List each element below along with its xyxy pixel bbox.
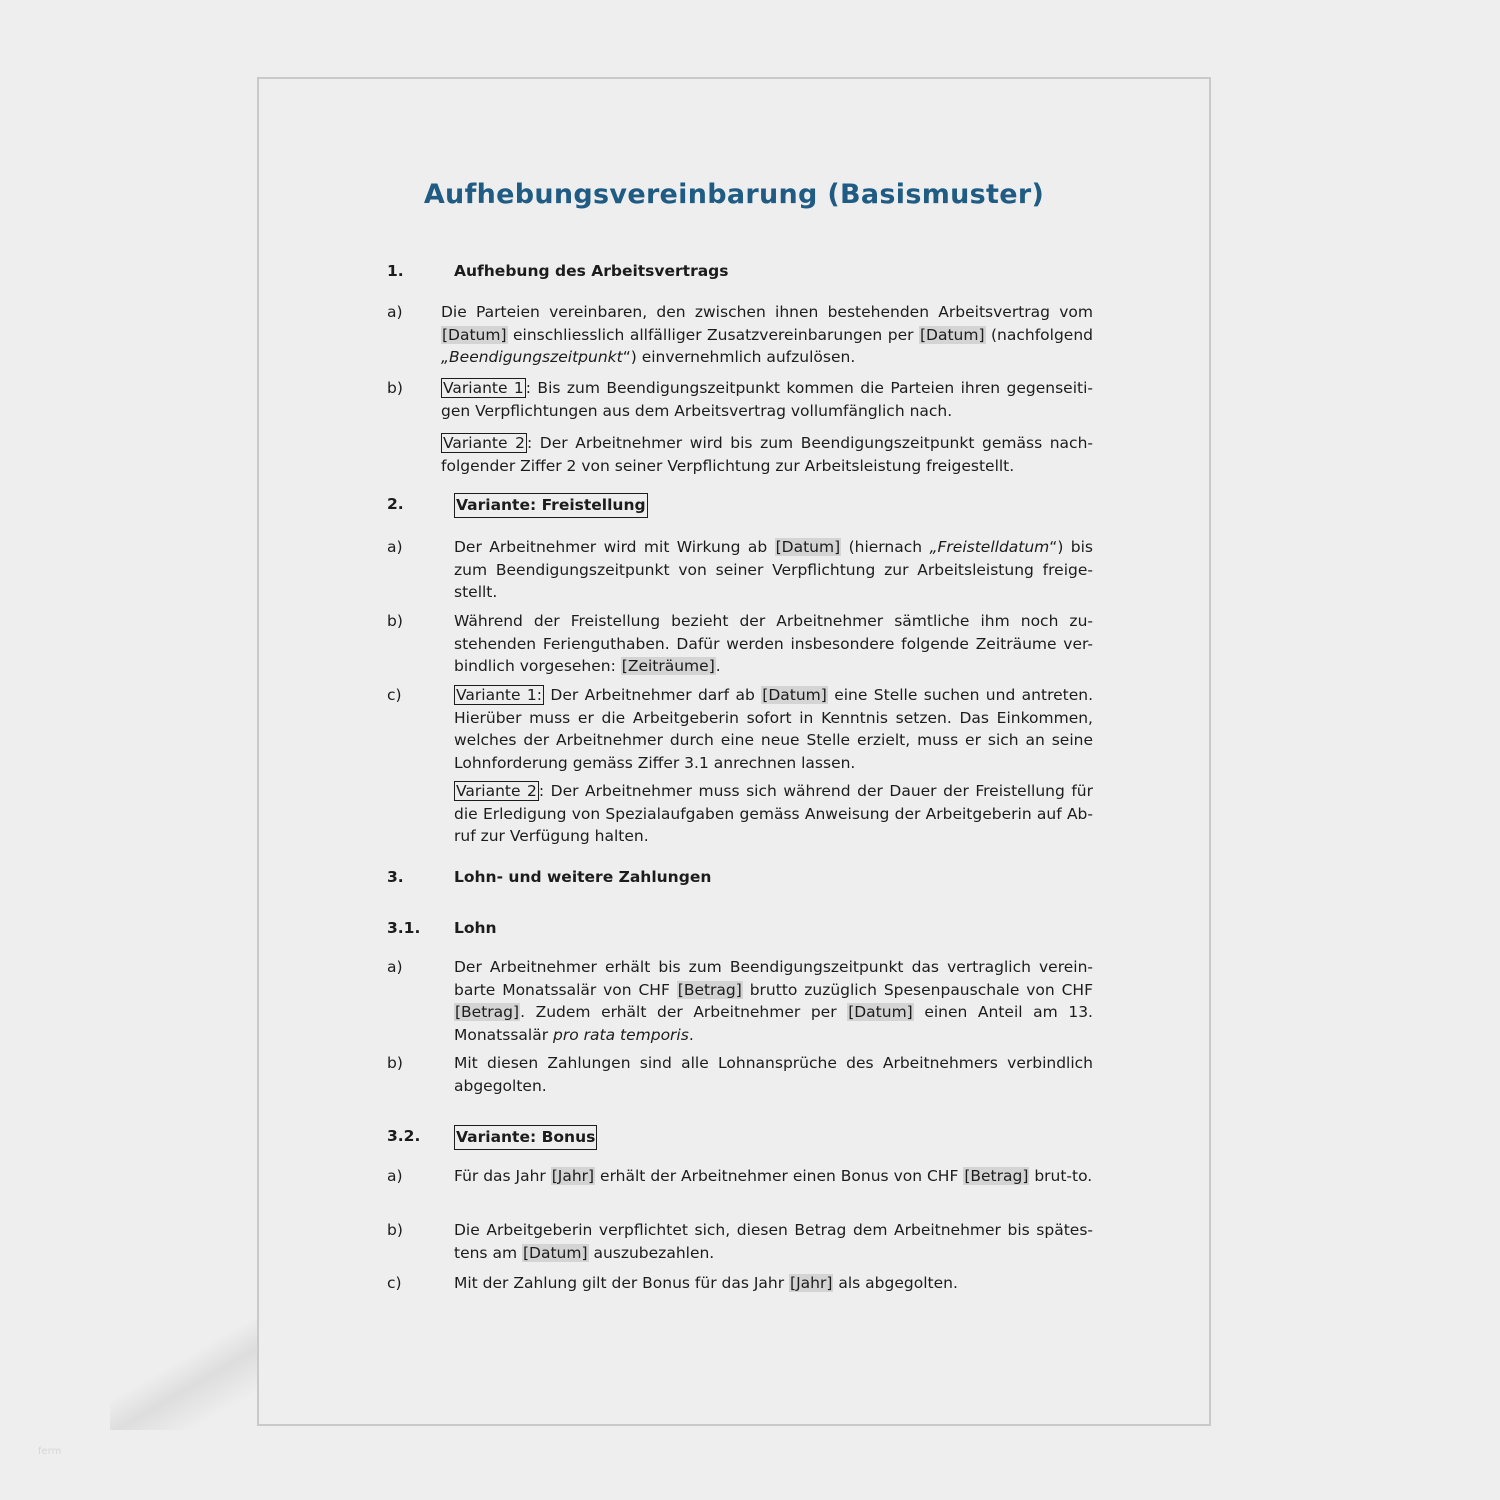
placeholder-datum[interactable]: [Datum] — [848, 1003, 913, 1021]
item-label: a) — [387, 303, 403, 321]
section-title: Lohn- und weitere Zahlungen — [454, 868, 712, 886]
item-label: c) — [387, 686, 402, 704]
item-label: a) — [387, 538, 403, 556]
variant-box[interactable]: Variante 1 — [443, 379, 524, 397]
placeholder-datum[interactable]: [Datum] — [762, 686, 827, 704]
document-page — [257, 77, 1211, 1426]
placeholder-datum[interactable]: [Datum] — [522, 1243, 588, 1262]
item-label: c) — [387, 1274, 402, 1292]
item-label: b) — [387, 1054, 403, 1072]
section-number: 2. — [387, 495, 404, 513]
item-label: a) — [387, 958, 403, 976]
item-label: b) — [387, 612, 403, 630]
paragraph-text: Die Parteien vereinbaren, den zwischen ihnen bestehenden Arbeitsvertrag vom [Datum] einschliesslich allfälliger Zusatzvereinbarungen per [Datum] (nachfolgend „Beendigungszeitpunkt“) einvernehmlich aufzulösen. — [441, 303, 1093, 366]
item-label: b) — [387, 1221, 403, 1239]
variant-box[interactable]: Variante 2 — [443, 434, 525, 452]
paragraph-text: Der Arbeitnehmer erhält bis zum Beendigungszeitpunkt das vertraglich verein-barte Monatssalär von CHF [Betrag] brutto zuzüglich Spesenpauschale von CHF [Betrag]. Zudem erhält der Arbeitnehmer per [Datum] einen Anteil am 13. Monatssalär pro rata temporis. — [454, 958, 1094, 1044]
watermark-text: ferm — [38, 1446, 62, 1457]
paragraph-text: Die Arbeitgeberin verpflichtet sich, diesen Betrag dem Arbeitnehmer bis spätes-tens am [Datum] auszubezahlen. — [454, 1221, 1093, 1262]
placeholder-zeitraeume[interactable]: [Zeiträume] — [621, 657, 715, 675]
page-shadow — [110, 1300, 270, 1430]
placeholder-betrag[interactable]: [Betrag] — [964, 1167, 1029, 1185]
paragraph-text: Während der Freistellung bezieht der Arbeitnehmer sämtliche ihm noch zu-stehenden Ferienguthaben. Dafür werden insbesondere folgende Zeiträume ver-bindlich vorgesehen: [Zeiträume]. — [454, 612, 1093, 675]
paragraph-text: Variante 1: Der Arbeitnehmer darf ab [Datum] eine Stelle suchen und antreten. Hierüber muss er die Arbeitgeberin sofort in Kenntnis setzen. Das Einkommen, welches der Arbeitnehmer durch eine neue Stelle erzielt, muss er sich an seine Lohnforderung gemäss Ziffer 3.1 anrechnen lassen. — [454, 686, 1094, 772]
section-number: 3.1. — [387, 919, 421, 937]
paragraph-text: Für das Jahr [Jahr] erhält der Arbeitnehmer einen Bonus von CHF [Betrag] brut-to. — [454, 1167, 1093, 1185]
placeholder-datum[interactable]: [Datum] — [775, 538, 841, 556]
section-number: 1. — [387, 262, 404, 280]
section-number: 3.2. — [387, 1127, 421, 1145]
document-title: Aufhebungsvereinbarung (Basismuster) — [423, 179, 1045, 210]
variant-box[interactable]: Variante 2 — [456, 782, 537, 800]
placeholder-datum[interactable]: [Datum] — [442, 325, 507, 344]
section-title-variant-box[interactable]: Variante: Bonus — [454, 1125, 597, 1150]
paragraph-text: Variante 2 : Der Arbeitnehmer wird bis zum Beendigungszeitpunkt gemäss nach-folgender Ziffer 2 von seiner Verpflichtung zur Arbeitsleistung freigestellt. — [441, 434, 1093, 475]
section-title-variant-box[interactable]: Variante: Freistellung — [454, 493, 648, 518]
paragraph-text: Mit diesen Zahlungen sind alle Lohnansprüche des Arbeitnehmers verbindlich abgegolten. — [454, 1054, 1093, 1095]
placeholder-jahr[interactable]: [Jahr] — [551, 1167, 595, 1185]
paragraph-text: Variante 2 : Der Arbeitnehmer muss sich während der Dauer der Freistellung für die Erledigung von Spezialaufgaben gemäss Anweisung der Arbeitgeberin auf Ab-ruf zur Verfügung halten. — [454, 782, 1093, 845]
paragraph-text: Der Arbeitnehmer wird mit Wirkung ab [Datum] (hiernach „Freistelldatum“) bis zum Beendigungszeitpunkt von seiner Verpflichtung zur Arbeitsleistung freige-stellt. — [454, 538, 1094, 601]
variant-box[interactable]: Variante 1: — [456, 686, 542, 704]
placeholder-betrag[interactable]: [Betrag] — [455, 1003, 520, 1021]
section-title: Aufhebung des Arbeitsvertrags — [454, 262, 729, 280]
section-number: 3. — [387, 868, 404, 886]
item-label: b) — [387, 379, 403, 397]
placeholder-jahr[interactable]: [Jahr] — [790, 1274, 833, 1292]
paragraph-text: Mit der Zahlung gilt der Bonus für das Jahr [Jahr] als abgegolten. — [454, 1274, 958, 1292]
placeholder-betrag[interactable]: [Betrag] — [677, 980, 742, 999]
item-label: a) — [387, 1167, 403, 1185]
paragraph-text: Variante 1 : Bis zum Beendigungszeitpunkt kommen die Parteien ihren gegenseiti-gen Verpflichtungen aus dem Arbeitsvertrag vollumfänglich nach. — [441, 379, 1093, 420]
section-title: Lohn — [454, 919, 497, 937]
placeholder-datum[interactable]: [Datum] — [919, 325, 985, 344]
